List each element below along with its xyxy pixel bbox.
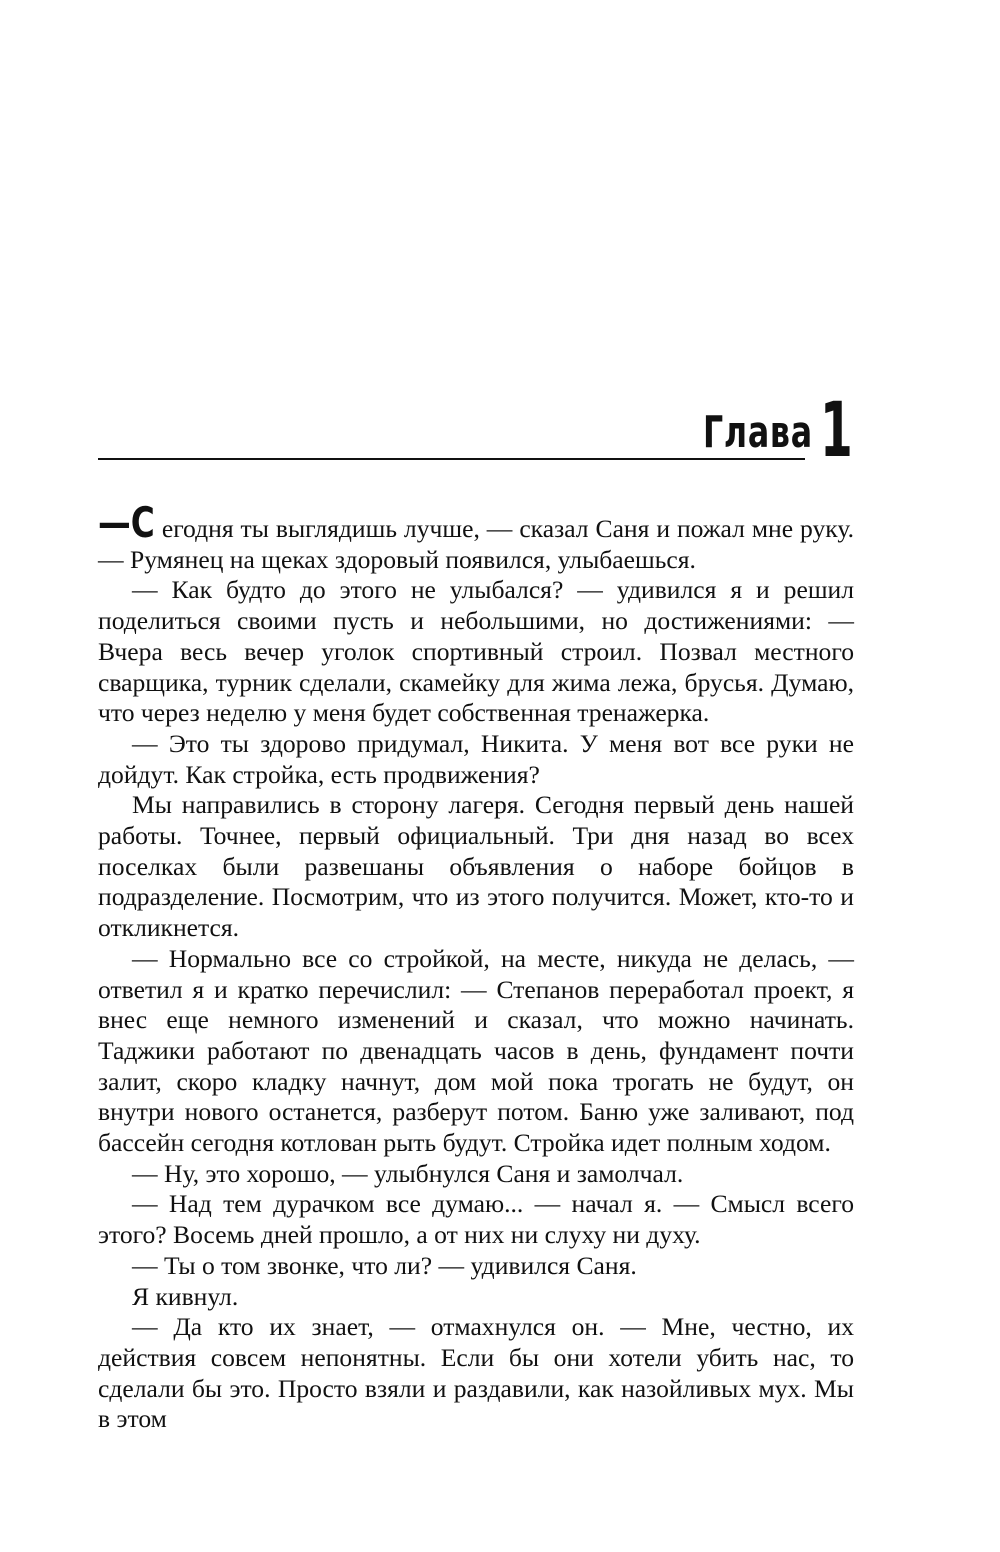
paragraph-8: — Ты о том звонке, что ли? — удивился Саня. — [132, 1250, 637, 1280]
drop-cap: —С — [98, 498, 155, 547]
paragraph-3: — Это ты здорово придумал, Никита. У меня вот все руки не дойдут. Как стройка, есть продвижения? — [98, 728, 854, 789]
paragraph-6: — Ну, это хорошо, — улыбнулся Саня и замолчал. — [132, 1158, 684, 1188]
paragraph-1 — [98, 498, 854, 575]
chapter-title: Глава — [703, 407, 813, 458]
chapter-number: 1 — [820, 385, 853, 474]
paragraph-4: Мы направились в сторону лагеря. Сегодня первый день нашей работы. Точнее, первый официальный. Три дня назад во всех поселках были развешаны объявления о наборе бойцов в подразделение. Посмотрим, что из этого получится. Может, кто-то и откликнется. — [98, 790, 854, 943]
chapter-divider — [98, 458, 805, 460]
paragraph-1-text: егодня ты выглядишь лучше, — сказал Саня и пожал мне руку. — Румянец на щеках здоровый появился, улыбаешься. — [98, 514, 854, 574]
paragraph-2: — Как будто до этого не улыбался? — удивился я и решил поделиться своими пусть и небольшими, но достижениями: — Вчера весь вечер уголок спортивный строил. Позвал местного сварщика, турник сделали, скамейку для жима лежа, брусья. Думаю, что через неделю у меня будет собственная тренажерка. — [98, 575, 854, 728]
body-text — [98, 498, 854, 1435]
paragraph-9: Я кивнул. — [132, 1281, 239, 1311]
paragraph-7: — Над тем дурачком все думаю... — начал я. — Смысл всего этого? Восемь дней прошло, а от них ни слуху ни духу. — [98, 1189, 854, 1250]
paragraph-10: — Да кто их знает, — отмахнулся он. — Мне, честно, их действия совсем непонятны. Если бы они хотели убить нас, то сделали бы это. Просто взяли и раздавили, как назойливых мух. Мы в этом — [98, 1312, 854, 1434]
paragraph-5: — Нормально все со стройкой, на месте, никуда не делась, — ответил я и кратко перечислил: — Степанов переработал проект, я внес еще немного изменений и сказал, что можно начинать. Таджики работают по двенадцать часов в день, фундамент почти залит, скоро кладку начнут, дом мой пока трогать не будут, он внутри нового останется, разберут потом. Баню уже заливают, под бассейн сегодня котлован рыть будут. Стройка идет полным ходом. — [98, 943, 854, 1158]
